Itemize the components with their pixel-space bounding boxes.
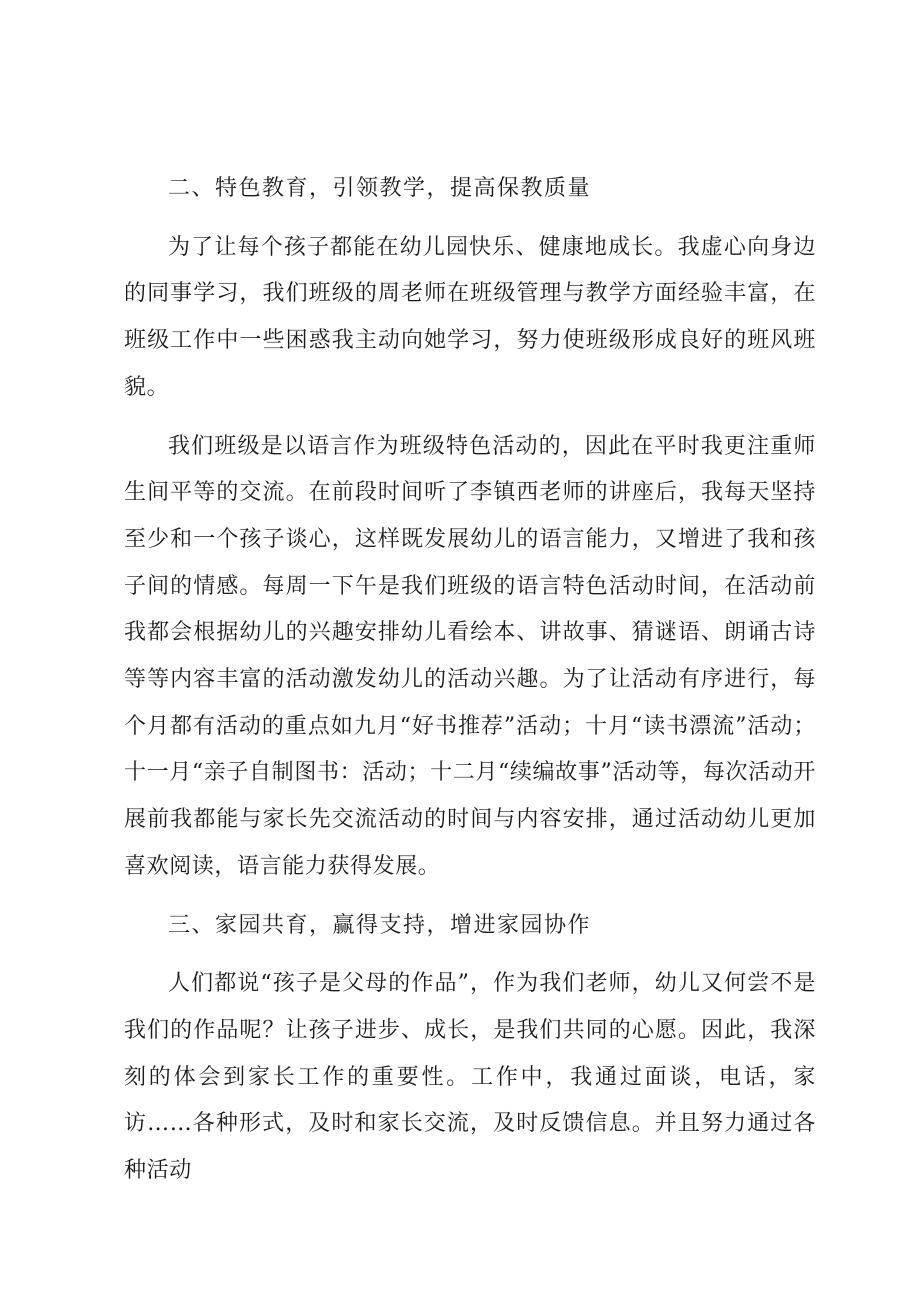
section-heading-2: 二、特色教育，引领教学，提高保教质量 (168, 176, 592, 201)
body-paragraph-2: 我们班级是以语言作为班级特色活动的，因此在平时我更注重师生间平等的交流。在前段时间听了李镇西老师的讲座后，我每天坚持至少和一个孩子谈心，这样既发展幼儿的语言能力，又增进了我和孩子间的情感。每周一下午是我们班级的语言特色活动时间，在活动前我都会根据幼儿的兴趣安排幼儿看绘本、讲故事、猜谜语、朗诵古诗等等内容丰富的活动激发幼儿的活动兴趣。为了让活动有序进行，每个月都有活动的重点如九月“好书推荐”活动；十月“读书漂流”活动；十一月“亲子自制图书：活动；十二月“续编故事”活动等，每次活动开展前我都能与家长先交流活动的时间与内容安排，通过活动幼儿更加喜欢阅读，语言能力获得发展。 (124, 433, 816, 879)
body-paragraph-3: 人们都说“孩子是父母的作品”，作为我们老师，幼儿又何尝不是我们的作品呢？让孩子进步、成长，是我们共同的心愿。因此，我深刻的体会到家长工作的重要性。工作中，我通过面谈，电话，家访……各种形式，及时和家长交流，及时反馈信息。并且努力通过各种活动 (124, 971, 816, 1184)
body-paragraph-1: 为了让每个孩子都能在幼儿园快乐、健康地成长。我虚心向身边的同事学习，我们班级的周老师在班级管理与教学方面经验丰富，在班级工作中一些困惑我主动向她学习，努力使班级形成良好的班风班貌。 (124, 234, 816, 400)
section-heading-3: 三、家园共育，赢得支持，增进家园协作 (168, 912, 592, 938)
document-body (124, 166, 816, 1207)
